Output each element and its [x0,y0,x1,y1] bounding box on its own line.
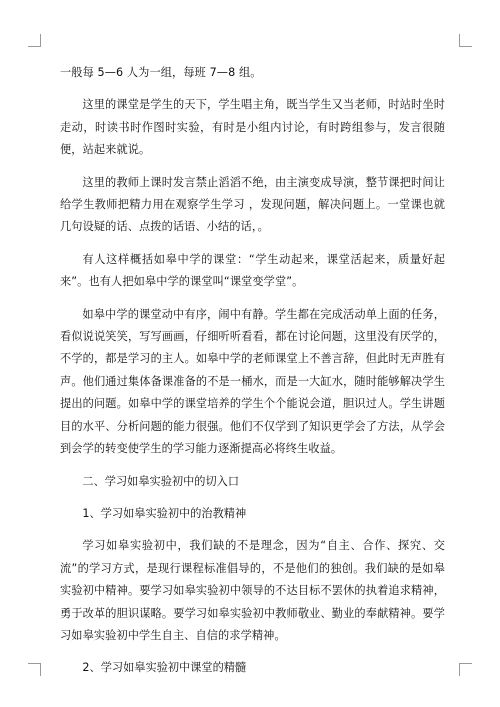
crop-mark-bottom-left [28,663,41,676]
crop-mark-top-left [28,34,41,47]
paragraph-teachers: 这里的教师上课时发言禁止滔滔不绝，由主演变成导演，整节课把时间让给学生教师把精力用在观察学生学习 ，发现问题，解决问题上。一堂课也就几句设疑的话、点拨的话语、小结的话，。 [60,175,445,234]
paragraph-spirit: 学习如皋实验初中，我们缺的不是理念，因为“自主、合作、探究、交流”的学习方式，是现行课程标准倡导的，不是他们的独创。我们缺的是如皋实验初中精神。要学习如皋实验初中领导的不达目标不罢休的执着追求精神，勇于改革的胆识谋略。要学习如皋实验初中教师敬业、勤业的奉献精神。要学习如皋实验初中学生自主、自信的求学精神。 [60,539,445,642]
paragraph-classroom-order: 如皋中学的课堂动中有序，闹中有静。学生都在完成活动单上面的任务，看似说说笑笑，写写画画，仔细听听看看，都在讨论问题，这里没有厌学的，不学的，都是学习的主人。如皋中学的老师课堂上不善言辞，但此时无声胜有声。他们通过集体备课准备的不是一桶水，而是一大缸水，随时能够解决学生提出的问题。如皋中学的课堂培养的学生个个能说会道，胆识过人。学生讲题目的水平、分析问题的能力很强。他们不仅学到了知识更学会了方法，从学会到会学的转变使学生的学习能力逐渐提高必将终生收益。 [60,307,445,456]
section-heading-entry-point: 二、学习如皋实验初中的切入口 [82,474,240,488]
paragraph-summary: 有人这样概括如皋中学的课堂：“学生动起来，课堂活起来，质量好起来”。也有人把如皋中学的课堂叫“课堂变学堂”。 [60,252,445,289]
document-page [60,62,445,690]
crop-mark-bottom-right [459,663,472,676]
subheading-spirit: 1、学习如皋实验初中的治教精神 [82,506,247,520]
paragraph-group-size: 一般每 5—6 人为一组，每班 7—8 组。 [60,66,262,79]
subheading-essence: 2、学习如皋实验初中课堂的精髓 [82,661,247,675]
crop-mark-top-right [459,34,472,47]
paragraph-classroom-students: 这里的课堂是学生的天下，学生唱主角，既当学生又当老师，时站时坐时走动，时读书时作图时实验，有时是小组内讨论，有时跨组参与，发言很随便，站起来就说。 [60,98,445,157]
